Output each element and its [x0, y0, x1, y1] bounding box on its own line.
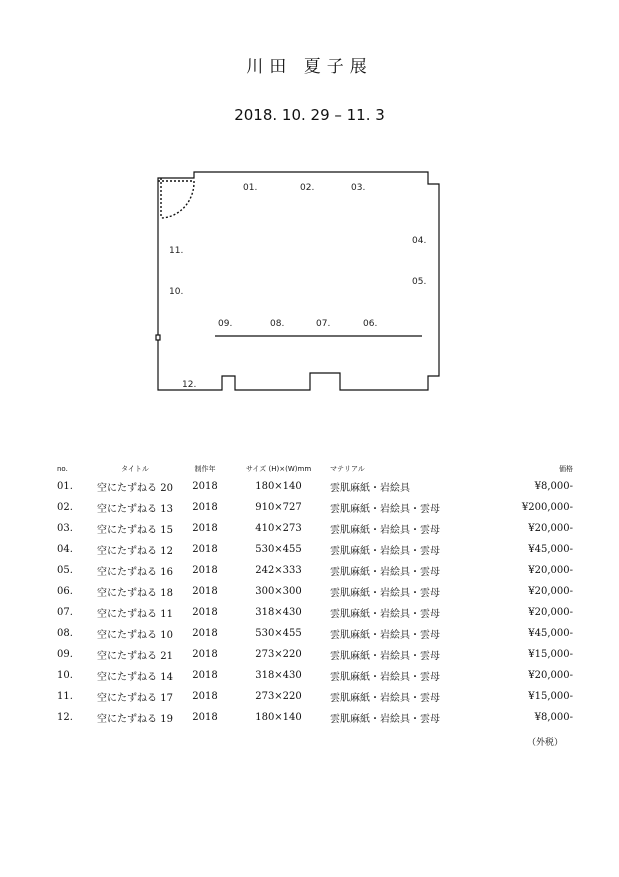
- row-material: 雲肌麻紙・岩絵具・雲母: [330, 567, 440, 578]
- row-no: 03.: [57, 523, 73, 534]
- row-no: 06.: [57, 586, 73, 597]
- row-price: ¥15,000-: [528, 649, 573, 660]
- row-material: 雲肌麻紙・岩絵具・雲母: [330, 609, 440, 620]
- row-size: 530×455: [255, 544, 302, 555]
- row-material: 雲肌麻紙・岩絵具・雲母: [330, 693, 440, 704]
- tax-note: （外税）: [526, 738, 563, 748]
- row-title: 空にたずねる 19: [97, 714, 173, 725]
- floor-position-01: 01.: [243, 183, 258, 193]
- row-material: 雲肌麻紙・岩絵具・雲母: [330, 525, 440, 536]
- row-material: 雲肌麻紙・岩絵具・雲母: [330, 588, 440, 599]
- row-title: 空にたずねる 15: [97, 525, 173, 536]
- table-row: [55, 476, 575, 497]
- table-row: [55, 665, 575, 686]
- row-year: 2018: [192, 502, 218, 513]
- table-row: [55, 581, 575, 602]
- exhibition-dates: 2018. 10. 29 – 11. 3: [234, 106, 385, 124]
- row-material: 雲肌麻紙・岩絵具・雲母: [330, 714, 440, 725]
- floor-position-02: 02.: [300, 183, 315, 193]
- row-year: 2018: [192, 544, 218, 555]
- row-size: 530×455: [255, 628, 302, 639]
- table-row: [55, 560, 575, 581]
- floor-position-08: 08.: [270, 319, 285, 329]
- table-row: [55, 518, 575, 539]
- row-title: 空にたずねる 16: [97, 567, 173, 578]
- row-price: ¥20,000-: [528, 607, 573, 618]
- row-size: 300×300: [255, 586, 302, 597]
- row-no: 01.: [57, 481, 73, 492]
- row-year: 2018: [192, 649, 218, 660]
- row-no: 02.: [57, 502, 73, 513]
- row-year: 2018: [192, 607, 218, 618]
- row-material: 雲肌麻紙・岩絵具・雲母: [330, 651, 440, 662]
- row-year: 2018: [192, 481, 218, 492]
- header-material: マテリアル: [330, 465, 365, 473]
- row-title: 空にたずねる 11: [97, 609, 173, 620]
- row-material: 雲肌麻紙・岩絵具・雲母: [330, 504, 440, 515]
- exhibition-title: 川田 夏子展: [246, 57, 373, 77]
- row-price: ¥45,000-: [528, 544, 573, 555]
- row-no: 10.: [57, 670, 73, 681]
- row-price: ¥20,000-: [528, 523, 573, 534]
- row-no: 04.: [57, 544, 73, 555]
- row-size: 910×727: [255, 502, 302, 513]
- row-price: ¥20,000-: [528, 586, 573, 597]
- floor-plan: [150, 168, 450, 400]
- row-no: 09.: [57, 649, 73, 660]
- row-size: 180×140: [255, 481, 302, 492]
- row-size: 242×333: [255, 565, 302, 576]
- row-price: ¥45,000-: [528, 628, 573, 639]
- row-year: 2018: [192, 586, 218, 597]
- floor-position-10: 10.: [169, 287, 184, 297]
- table-row: [55, 707, 575, 728]
- table-header-row: [55, 462, 575, 476]
- row-year: 2018: [192, 523, 218, 534]
- price-list-table: [55, 462, 575, 728]
- row-price: ¥15,000-: [528, 691, 573, 702]
- row-price: ¥20,000-: [528, 565, 573, 576]
- row-no: 05.: [57, 565, 73, 576]
- table-row: [55, 497, 575, 518]
- header-year: 制作年: [194, 465, 216, 473]
- floor-position-03: 03.: [351, 183, 366, 193]
- table-row: [55, 602, 575, 623]
- row-no: 07.: [57, 607, 73, 618]
- floor-plan-outline: [150, 168, 450, 400]
- floor-position-06: 06.: [363, 319, 378, 329]
- row-price: ¥8,000-: [534, 481, 573, 492]
- row-title: 空にたずねる 21: [97, 651, 173, 662]
- row-year: 2018: [192, 691, 218, 702]
- row-size: 273×220: [255, 691, 302, 702]
- table-row: [55, 686, 575, 707]
- row-size: 318×430: [255, 670, 302, 681]
- header-no: no.: [57, 465, 68, 473]
- row-no: 08.: [57, 628, 73, 639]
- row-year: 2018: [192, 670, 218, 681]
- table-row: [55, 623, 575, 644]
- floor-position-04: 04.: [412, 236, 427, 246]
- row-year: 2018: [192, 628, 218, 639]
- floor-position-05: 05.: [412, 277, 427, 287]
- row-title: 空にたずねる 10: [97, 630, 173, 641]
- floor-position-07: 07.: [316, 319, 331, 329]
- row-no: 12.: [57, 712, 73, 723]
- row-title: 空にたずねる 13: [97, 504, 173, 515]
- row-no: 11.: [57, 691, 73, 702]
- row-price: ¥200,000-: [521, 502, 573, 513]
- row-title: 空にたずねる 17: [97, 693, 173, 704]
- row-title: 空にたずねる 20: [97, 483, 173, 494]
- row-size: 180×140: [255, 712, 302, 723]
- header-title: タイトル: [121, 465, 149, 473]
- row-year: 2018: [192, 712, 218, 723]
- row-title: 空にたずねる 12: [97, 546, 173, 557]
- row-title: 空にたずねる 14: [97, 672, 173, 683]
- header-size: サイズ (H)×(W)mm: [245, 465, 312, 473]
- row-size: 318×430: [255, 607, 302, 618]
- row-material: 雲肌麻紙・岩絵具・雲母: [330, 546, 440, 557]
- row-price: ¥20,000-: [528, 670, 573, 681]
- floor-position-09: 09.: [218, 319, 233, 329]
- floor-position-12: 12.: [182, 380, 197, 390]
- row-size: 273×220: [255, 649, 302, 660]
- row-material: 雲肌麻紙・岩絵具: [330, 483, 410, 494]
- row-title: 空にたずねる 18: [97, 588, 173, 599]
- table-row: [55, 539, 575, 560]
- row-material: 雲肌麻紙・岩絵具・雲母: [330, 630, 440, 641]
- row-size: 410×273: [255, 523, 302, 534]
- floor-position-11: 11.: [169, 246, 184, 256]
- row-material: 雲肌麻紙・岩絵具・雲母: [330, 672, 440, 683]
- header-price: 価格: [559, 465, 573, 473]
- row-year: 2018: [192, 565, 218, 576]
- table-row: [55, 644, 575, 665]
- row-price: ¥8,000-: [534, 712, 573, 723]
